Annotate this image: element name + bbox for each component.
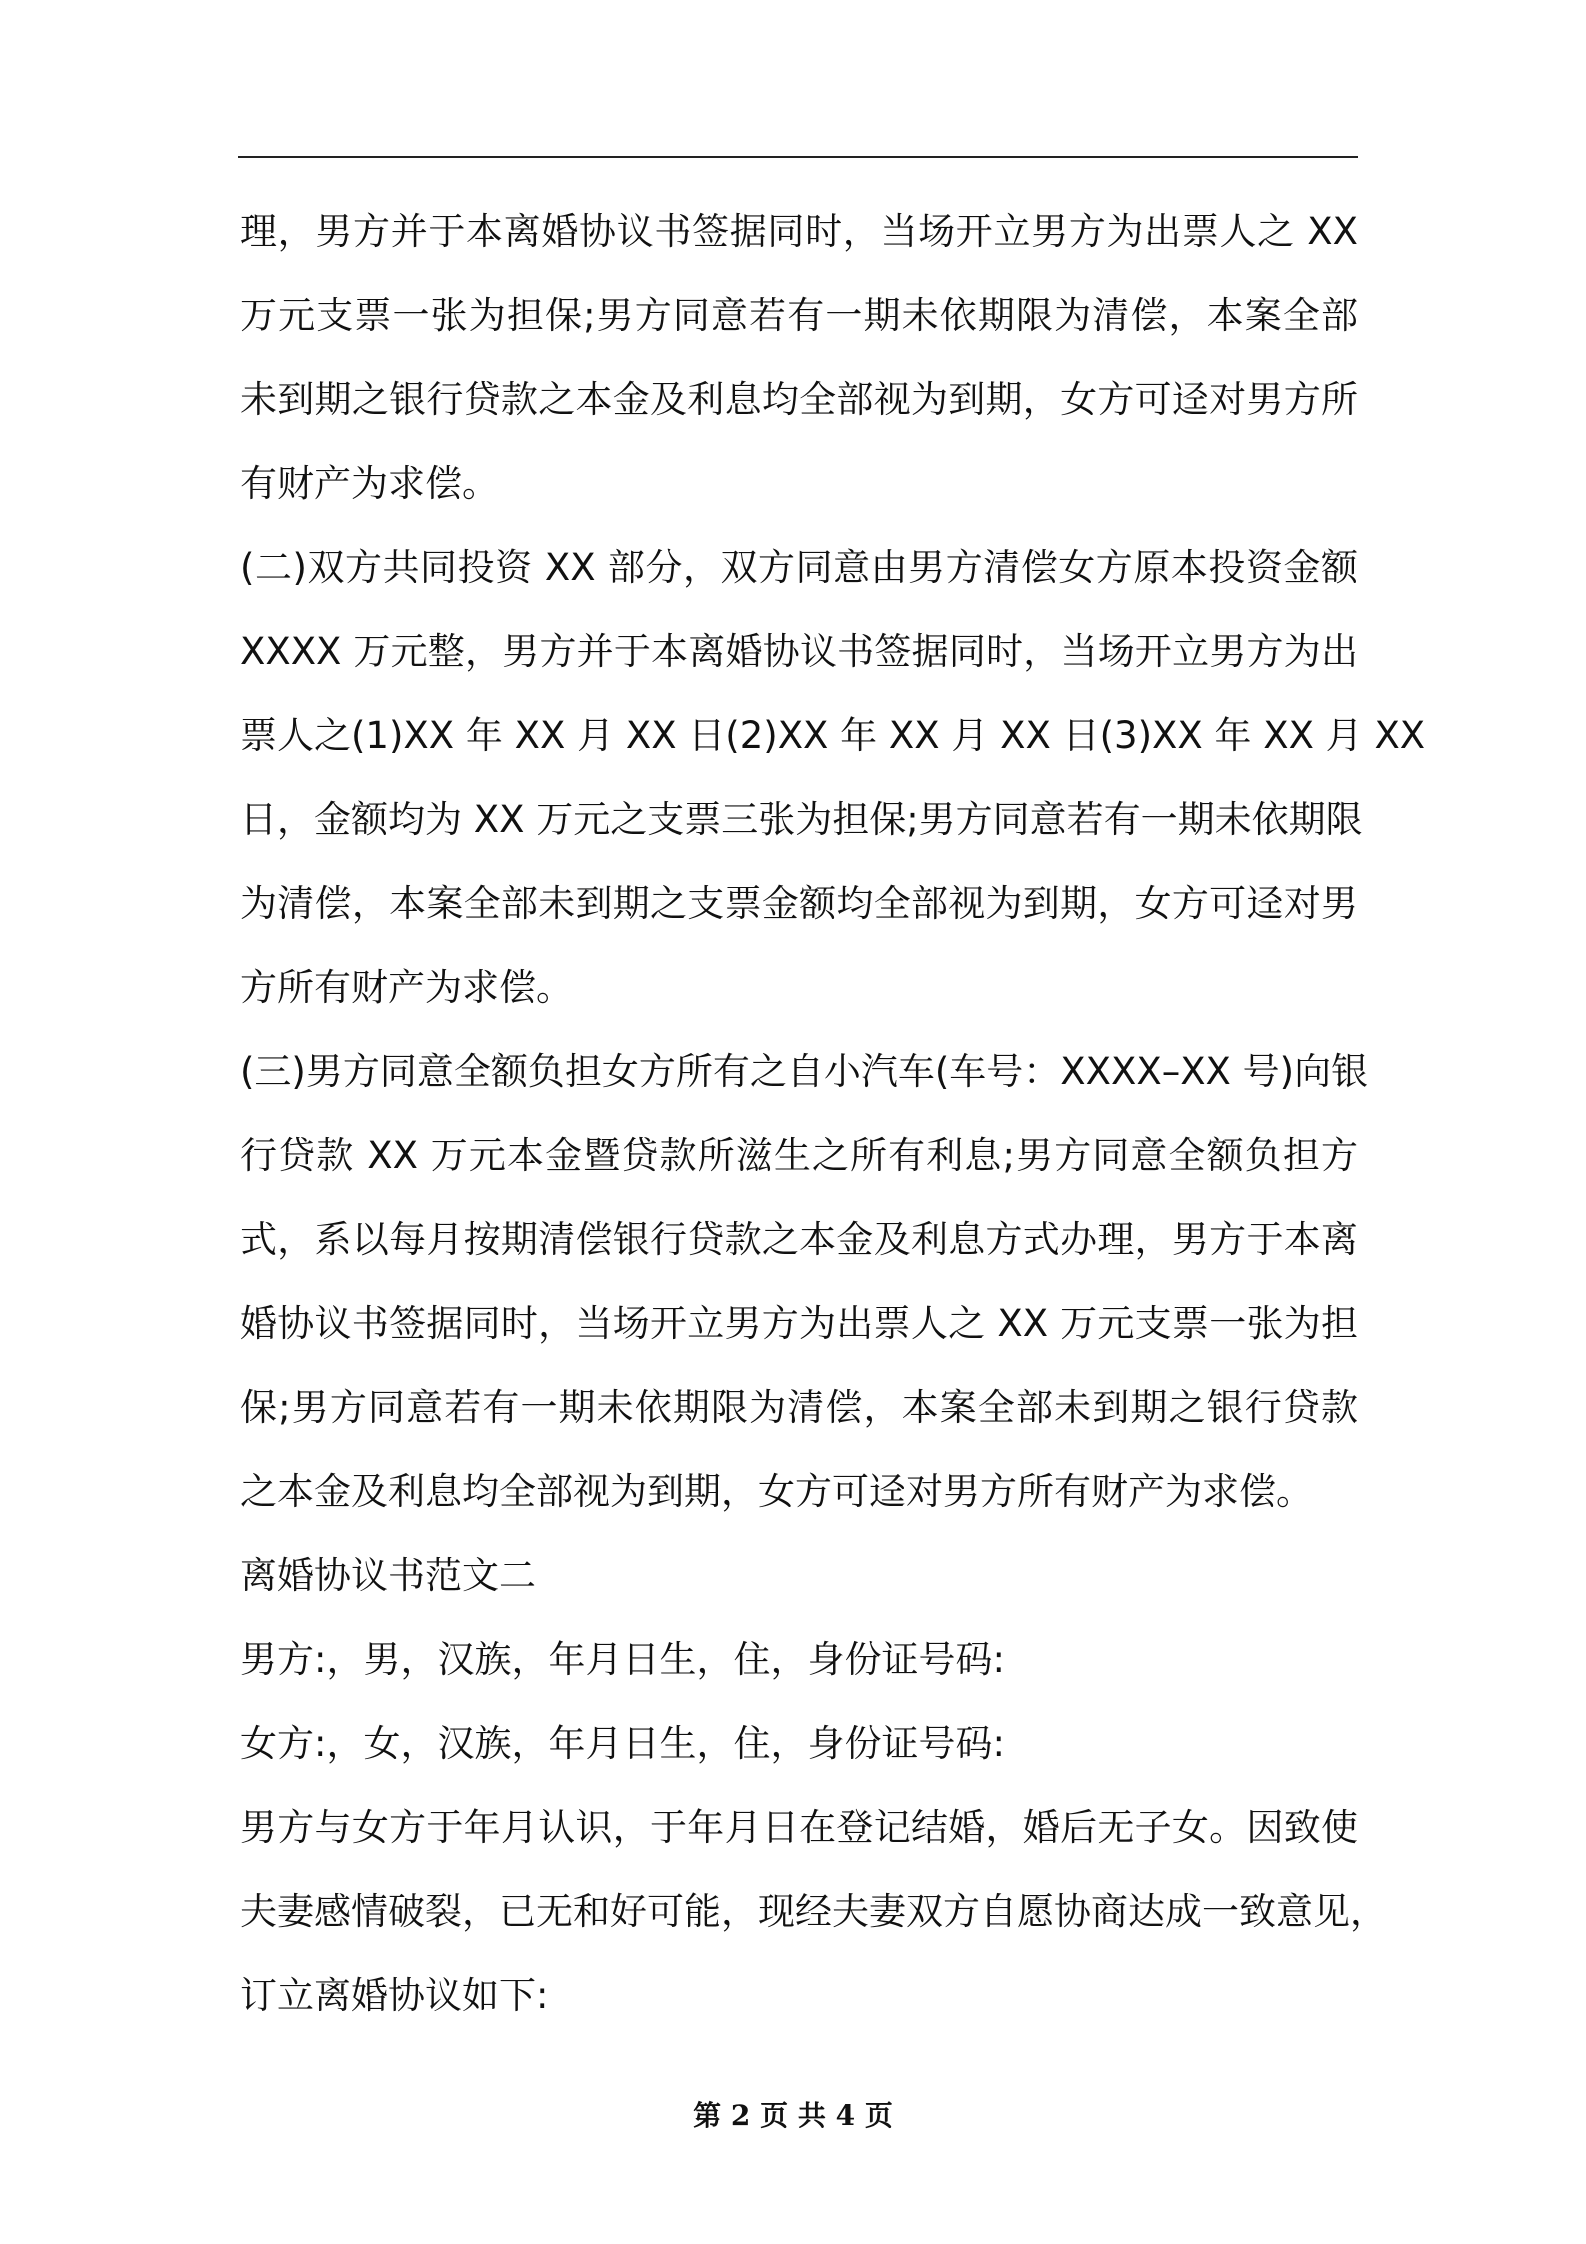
text-line: 方所有财产为求偿。 [240, 966, 573, 1009]
text-line: 票人之(1)XX 年 XX 月 XX 日(2)XX 年 XX 月 XX 日(3)XX 年 XX 月 XX [240, 714, 1426, 757]
text-line: 万元支票一张为担保;男方同意若有一期未依期限为清偿，本案全部 [240, 294, 1358, 337]
text-line: 订立离婚协议如下: [240, 1974, 549, 2017]
text-line: 男方与女方于年月认识，于年月日在登记结婚，婚后无子女。因致使 [240, 1806, 1358, 1849]
text-line: (三)男方同意全额负担女方所有之自小汽车(车号：XXXX–XX 号)向银 [240, 1050, 1369, 1093]
text-line: 男方:，男，汉族，年月日生，住，身份证号码: [240, 1638, 1005, 1681]
text-line: 理，男方并于本离婚协议书签据同时，当场开立男方为出票人之 XX [240, 210, 1358, 253]
text-line: 女方:，女，汉族，年月日生，住，身份证号码: [240, 1722, 1005, 1765]
text-line: 婚协议书签据同时，当场开立男方为出票人之 XX 万元支票一张为担 [240, 1302, 1358, 1345]
text-line: 日，金额均为 XX 万元之支票三张为担保;男方同意若有一期未依期限 [240, 798, 1363, 841]
page-number: 第 2 页 共 4 页 [693, 2099, 893, 2132]
header-rule [238, 156, 1358, 158]
document-body [240, 190, 1426, 2038]
text-line: 未到期之银行贷款之本金及利息均全部视为到期，女方可迳对男方所 [240, 378, 1358, 421]
text-line: XXXX 万元整，男方并于本离婚协议书签据同时，当场开立男方为出 [240, 630, 1358, 673]
text-line: 为清偿，本案全部未到期之支票金额均全部视为到期，女方可迳对男 [240, 882, 1358, 925]
text-line: 式，系以每月按期清偿银行贷款之本金及利息方式办理，男方于本离 [240, 1218, 1358, 1261]
text-line: (二)双方共同投资 XX 部分，双方同意由男方清偿女方原本投资金额 [240, 546, 1358, 589]
text-line: 行贷款 XX 万元本金暨贷款所滋生之所有利息;男方同意全额负担方 [240, 1134, 1358, 1177]
text-line: 夫妻感情破裂，已无和好可能，现经夫妻双方自愿协商达成一致意见， [240, 1890, 1387, 1933]
text-line: 保;男方同意若有一期未依期限为清偿，本案全部未到期之银行贷款 [240, 1386, 1358, 1429]
text-line: 之本金及利息均全部视为到期，女方可迳对男方所有财产为求偿。 [240, 1470, 1313, 1513]
section-heading: 离婚协议书范文二 [240, 1554, 536, 1597]
text-line: 有财产为求偿。 [240, 462, 499, 505]
